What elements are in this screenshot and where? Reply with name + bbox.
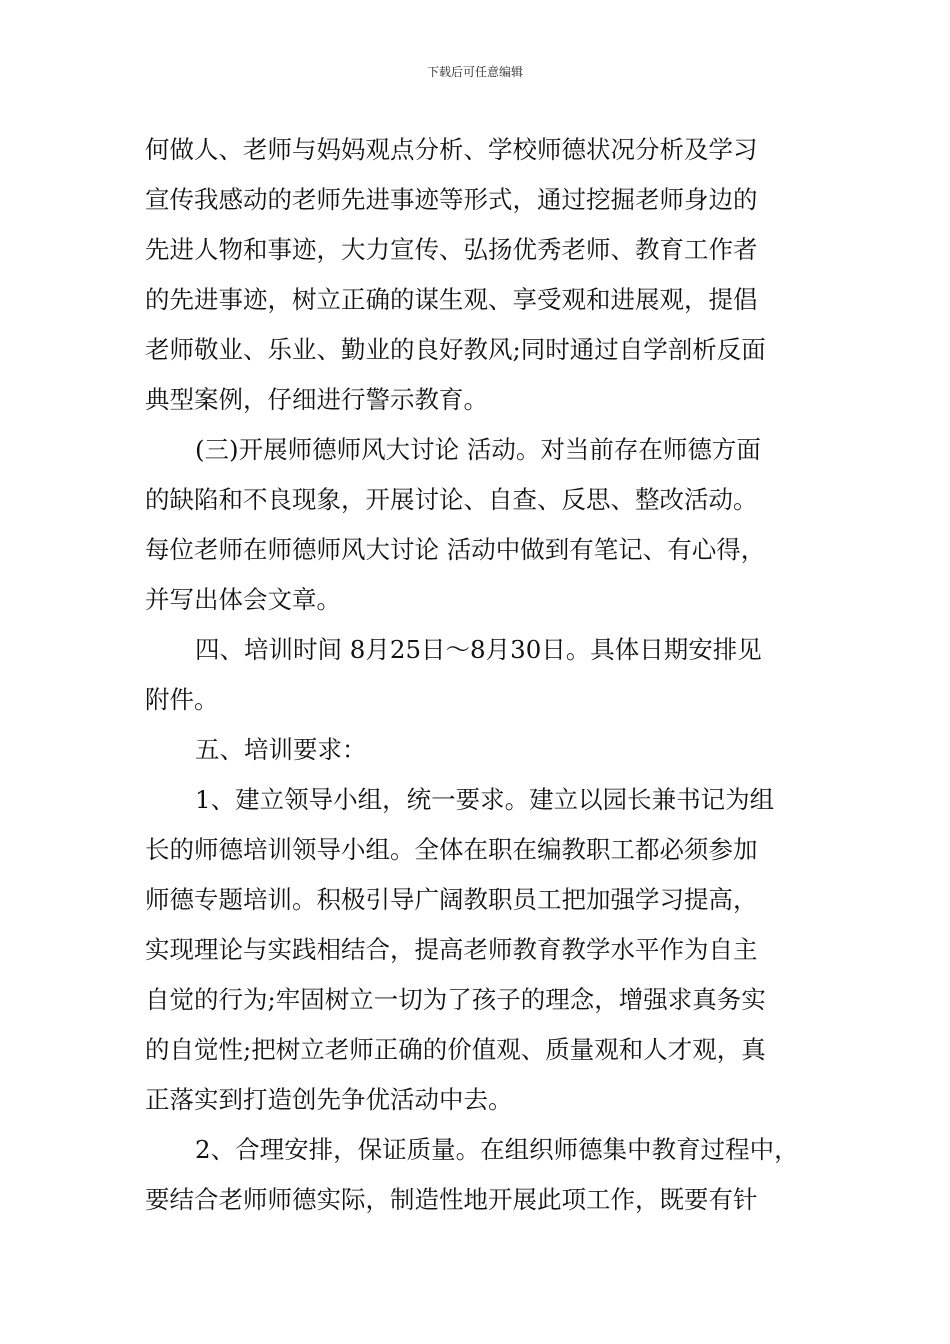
text-line: 先进人物和事迹，大力宣传、弘扬优秀老师、教育工作者 — [145, 235, 758, 264]
text-line: 五、培训要求： — [195, 735, 367, 764]
text-line: 并写出体会文章。 — [145, 585, 341, 614]
text-line: 附件。 — [145, 685, 219, 714]
text-line: 自觉的行为;牢固树立一切为了孩子的理念，增强求真务实 — [145, 985, 766, 1014]
page-header: 下载后可任意编辑 — [426, 65, 523, 79]
text-line: 典型案例，仔细进行警示教育。 — [145, 385, 488, 414]
text-line: 的先进事迹，树立正确的谋生观、享受观和进展观，提倡 — [145, 285, 758, 314]
text-line: 老师敬业、乐业、勤业的良好教风;同时通过自学剖析反面 — [145, 335, 766, 364]
text-line: 实现理论与实践相结合，提高老师教育教学水平作为自主 — [145, 935, 758, 964]
text-line: 宣传我感动的老师先进事迹等形式，通过挖掘老师身边的 — [145, 185, 758, 214]
text-line: 2、合理安排，保证质量。在组织师德集中教育过程中， — [195, 1135, 799, 1164]
text-line: 的自觉性;把树立老师正确的价值观、质量观和人才观，真 — [145, 1035, 766, 1064]
text-line: 长的师德培训领导小组。全体在职在编教职工都必须参加 — [145, 835, 758, 864]
text-line: 师德专题培训。积极引导广阔教职员工把加强学习提高， — [145, 885, 758, 914]
text-line: 每位老师在师德师风大讨论 活动中做到有笔记、有心得， — [145, 535, 766, 564]
text-line: 正落实到打造创先争优活动中去。 — [145, 1085, 513, 1114]
text-line: 的缺陷和不良现象，开展讨论、自查、反思、整改活动。 — [145, 485, 758, 514]
text-line: 要结合老师师德实际，制造性地开展此项工作，既要有针 — [145, 1185, 758, 1214]
text-line: 1、建立领导小组，统一要求。建立以园长兼书记为组 — [195, 785, 775, 814]
text-line: (三)开展师德师风大讨论 活动。对当前存在师德方面 — [195, 435, 761, 464]
text-line: 何做人、老师与妈妈观点分析、学校师德状况分析及学习 — [145, 135, 758, 164]
text-line: 四、培训时间 8月25日～8月30日。具体日期安排见 — [195, 635, 762, 664]
